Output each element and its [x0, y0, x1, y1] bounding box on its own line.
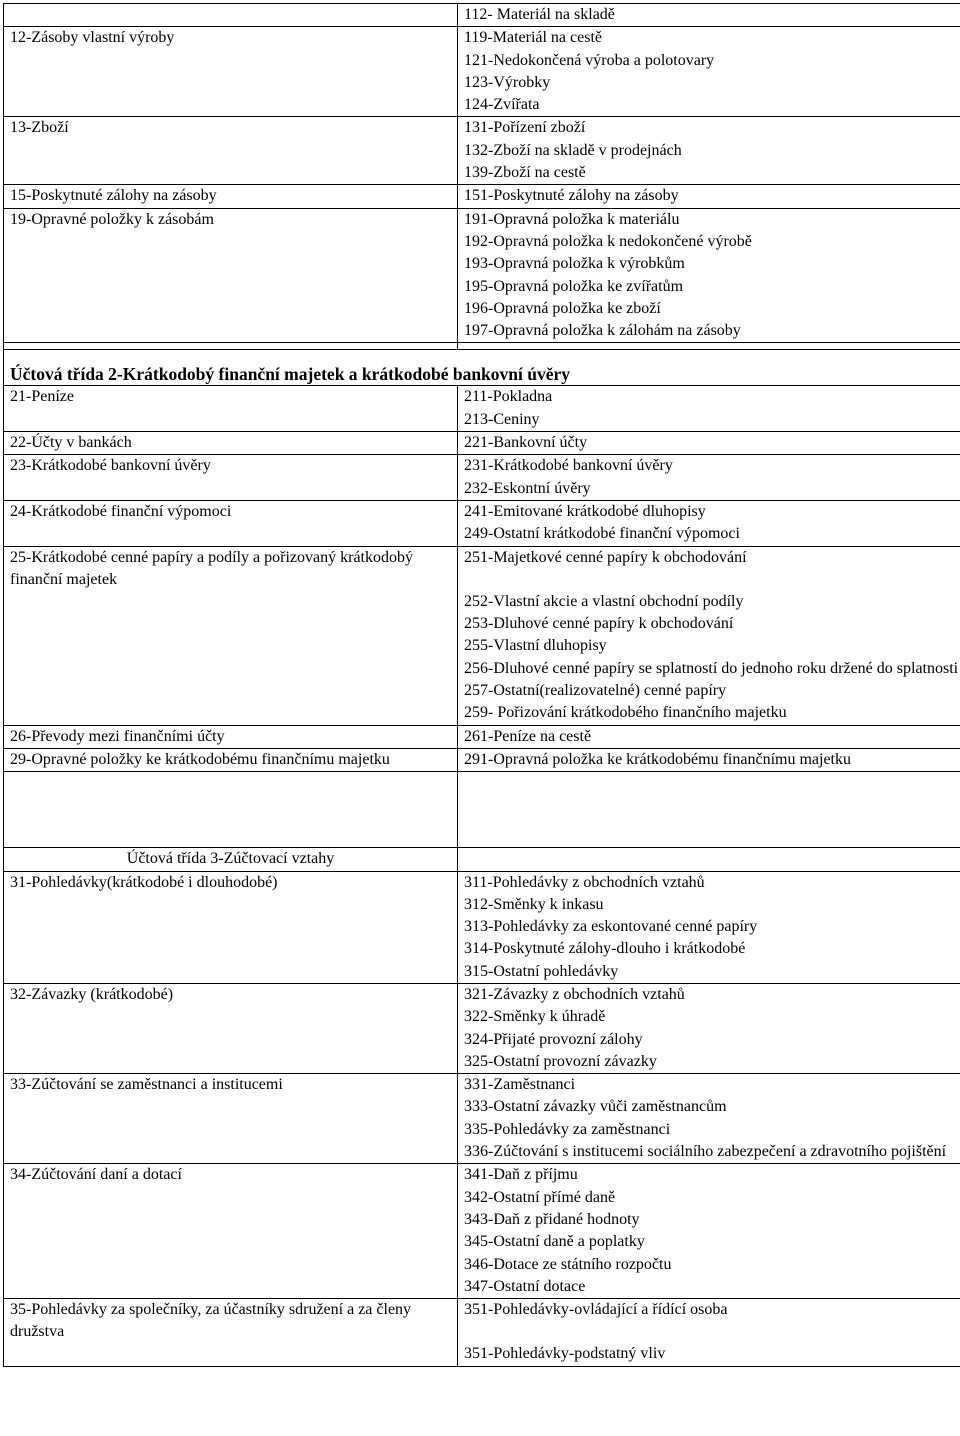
account-item: 343-Daň z přidané hodnoty — [464, 1210, 640, 1228]
account-item: 221-Bankovní účty — [464, 434, 588, 452]
table-row — [4, 4, 960, 27]
account-item: 261-Peníze na cestě — [464, 727, 592, 745]
section-title: Účtová třída 3-Zúčtovací vztahy — [4, 848, 458, 871]
account-item: 193-Opravná položka k výrobkům — [464, 255, 685, 273]
spacer-row — [4, 343, 960, 350]
account-item: 196-Opravná položka ke zboží — [464, 299, 661, 317]
group-cell: 33-Zúčtování se zaměstnanci a institucemi — [4, 1074, 458, 1164]
account-cell — [458, 1074, 960, 1164]
section-header-row — [4, 350, 960, 386]
account-cell — [458, 4, 960, 27]
account-item: 253-Dluhové cenné papíry k obchodování — [464, 615, 734, 633]
account-cell — [458, 1299, 960, 1367]
group-cell — [4, 4, 458, 27]
account-item: 333-Ostatní závazky vůči zaměstnancům — [464, 1098, 727, 1116]
account-item: 325-Ostatní provozní závazky — [464, 1052, 657, 1070]
account-item: 195-Opravná položka ke zvířatům — [464, 277, 684, 295]
account-item: 191-Opravná položka k materiálu — [464, 210, 680, 228]
table-row — [4, 546, 960, 725]
account-item: 346-Dotace ze státního rozpočtu — [464, 1255, 672, 1273]
group-cell: 29-Opravné položky ke krátkodobému finančnímu majetku — [4, 748, 458, 771]
account-item: 131-Pořízení zboží — [464, 119, 586, 137]
account-item: 139-Zboží na cestě — [464, 164, 586, 182]
account-cell — [458, 1164, 960, 1299]
table-row — [4, 871, 960, 983]
account-item: 351-Pohledávky-ovládající a řídící osoba — [464, 1301, 728, 1319]
account-cell — [458, 27, 960, 117]
account-table — [3, 3, 960, 1367]
section-header-row — [4, 848, 960, 871]
table-row — [4, 748, 960, 771]
account-item: 151-Poskytnuté zálohy na zásoby — [464, 187, 679, 205]
account-item: 124-Zvířata — [464, 96, 540, 114]
account-item: 335-Pohledávky za zaměstnanci — [464, 1120, 671, 1138]
table-row — [4, 432, 960, 455]
account-item: 121-Nedokončená výroba a polotovary — [464, 51, 715, 69]
group-cell: 34-Zúčtování daní a dotací — [4, 1164, 458, 1299]
account-item: 197-Opravná položka k zálohám na zásoby — [464, 322, 741, 340]
account-item: 341-Daň z příjmu — [464, 1166, 578, 1184]
account-item: 315-Ostatní pohledávky — [464, 962, 619, 980]
account-item: 192-Opravná položka k nedokončené výrobě — [464, 232, 752, 250]
account-item: 347-Ostatní dotace — [464, 1277, 586, 1295]
account-cell — [458, 386, 960, 432]
account-cell — [458, 748, 960, 771]
group-cell: 23-Krátkodobé bankovní úvěry — [4, 455, 458, 501]
section-title: Účtová třída 2-Krátkodobý finanční majetek a krátkodobé bankovní úvěry — [4, 350, 960, 386]
account-item: 313-Pohledávky za eskontované cenné papíry — [464, 918, 758, 936]
account-item: 249-Ostatní krátkodobé finanční výpomoci — [464, 525, 740, 543]
group-cell: 19-Opravné položky k zásobám — [4, 208, 458, 343]
account-item: 255-Vlastní dluhopisy — [464, 637, 607, 655]
table-row — [4, 386, 960, 432]
account-item: 213-Ceniny — [464, 410, 540, 428]
group-cell: 26-Převody mezi finančními účty — [4, 725, 458, 748]
table-row — [4, 1074, 960, 1164]
account-item: 314-Poskytnuté zálohy-dlouho i krátkodobé — [464, 940, 746, 958]
group-cell: 25-Krátkodobé cenné papíry a podíly a pořizovaný krátkodobý finanční majetek — [4, 546, 458, 725]
account-cell — [458, 983, 960, 1073]
account-item: 351-Pohledávky-podstatný vliv — [464, 1345, 666, 1363]
account-item: 123-Výrobky — [464, 73, 551, 91]
group-cell: 32-Závazky (krátkodobé) — [4, 983, 458, 1073]
account-item: 241-Emitované krátkodobé dluhopisy — [464, 502, 706, 520]
account-cell — [458, 117, 960, 185]
group-cell: 12-Zásoby vlastní výroby — [4, 27, 458, 117]
account-cell — [458, 455, 960, 501]
account-item: 324-Přijaté provozní zálohy — [464, 1030, 643, 1048]
account-item: 342-Ostatní přímé daně — [464, 1188, 616, 1206]
group-cell: 22-Účty v bankách — [4, 432, 458, 455]
group-cell: 24-Krátkodobé finanční výpomoci — [4, 500, 458, 546]
spacer-row — [4, 772, 960, 848]
table-row — [4, 1164, 960, 1299]
account-cell — [458, 871, 960, 983]
table-row — [4, 1299, 960, 1367]
account-item: 257-Ostatní(realizovatelné) cenné papíry — [464, 682, 727, 700]
account-item: 345-Ostatní daně a poplatky — [464, 1233, 645, 1251]
account-item: 251-Majetkové cenné papíry k obchodování — [464, 548, 747, 566]
account-cell — [458, 500, 960, 546]
table-row — [4, 500, 960, 546]
group-cell: 31-Pohledávky(krátkodobé i dlouhodobé) — [4, 871, 458, 983]
account-item: 112- Materiál na skladě — [464, 6, 615, 23]
account-item: 232-Eskontní úvěry — [464, 479, 591, 497]
account-item: 132-Zboží na skladě v prodejnách — [464, 141, 682, 159]
account-cell — [458, 725, 960, 748]
account-item: 231-Krátkodobé bankovní úvěry — [464, 457, 673, 475]
table-row — [4, 27, 960, 117]
table-row — [4, 185, 960, 208]
group-cell: 15-Poskytnuté zálohy na zásoby — [4, 185, 458, 208]
account-item: 312-Směnky k inkasu — [464, 895, 604, 913]
table-row — [4, 725, 960, 748]
account-item: 252-Vlastní akcie a vlastní obchodní podíly — [464, 592, 744, 610]
group-cell: 21-Peníze — [4, 386, 458, 432]
account-item: 211-Pokladna — [464, 388, 553, 406]
account-cell — [458, 546, 960, 725]
account-item: 119-Materiál na cestě — [464, 29, 603, 47]
document-page — [3, 3, 957, 1367]
table-row — [4, 208, 960, 343]
table-row — [4, 455, 960, 501]
account-item: 311-Pohledávky z obchodních vztahů — [464, 873, 705, 891]
account-item: 322-Směnky k úhradě — [464, 1008, 606, 1026]
account-item: 259- Pořizování krátkodobého finančního majetku — [464, 704, 787, 722]
account-cell — [458, 208, 960, 343]
account-item: 336-Zúčtování s institucemi sociálního zabezpečení a zdravotního pojištění — [464, 1143, 947, 1161]
account-item: 291-Opravná položka ke krátkodobému finančnímu majetku — [464, 750, 851, 768]
table-row — [4, 117, 960, 185]
group-cell: 35-Pohledávky za společníky, za účastníky sdružení a za členy družstva — [4, 1299, 458, 1367]
account-item: 331-Zaměstnanci — [464, 1076, 576, 1094]
table-row — [4, 983, 960, 1073]
account-cell — [458, 185, 960, 208]
account-item: 321-Závazky z obchodních vztahů — [464, 985, 685, 1003]
group-cell: 13-Zboží — [4, 117, 458, 185]
account-item: 256-Dluhové cenné papíry se splatností do jednoho roku držené do splatnosti — [464, 659, 959, 677]
account-cell — [458, 432, 960, 455]
